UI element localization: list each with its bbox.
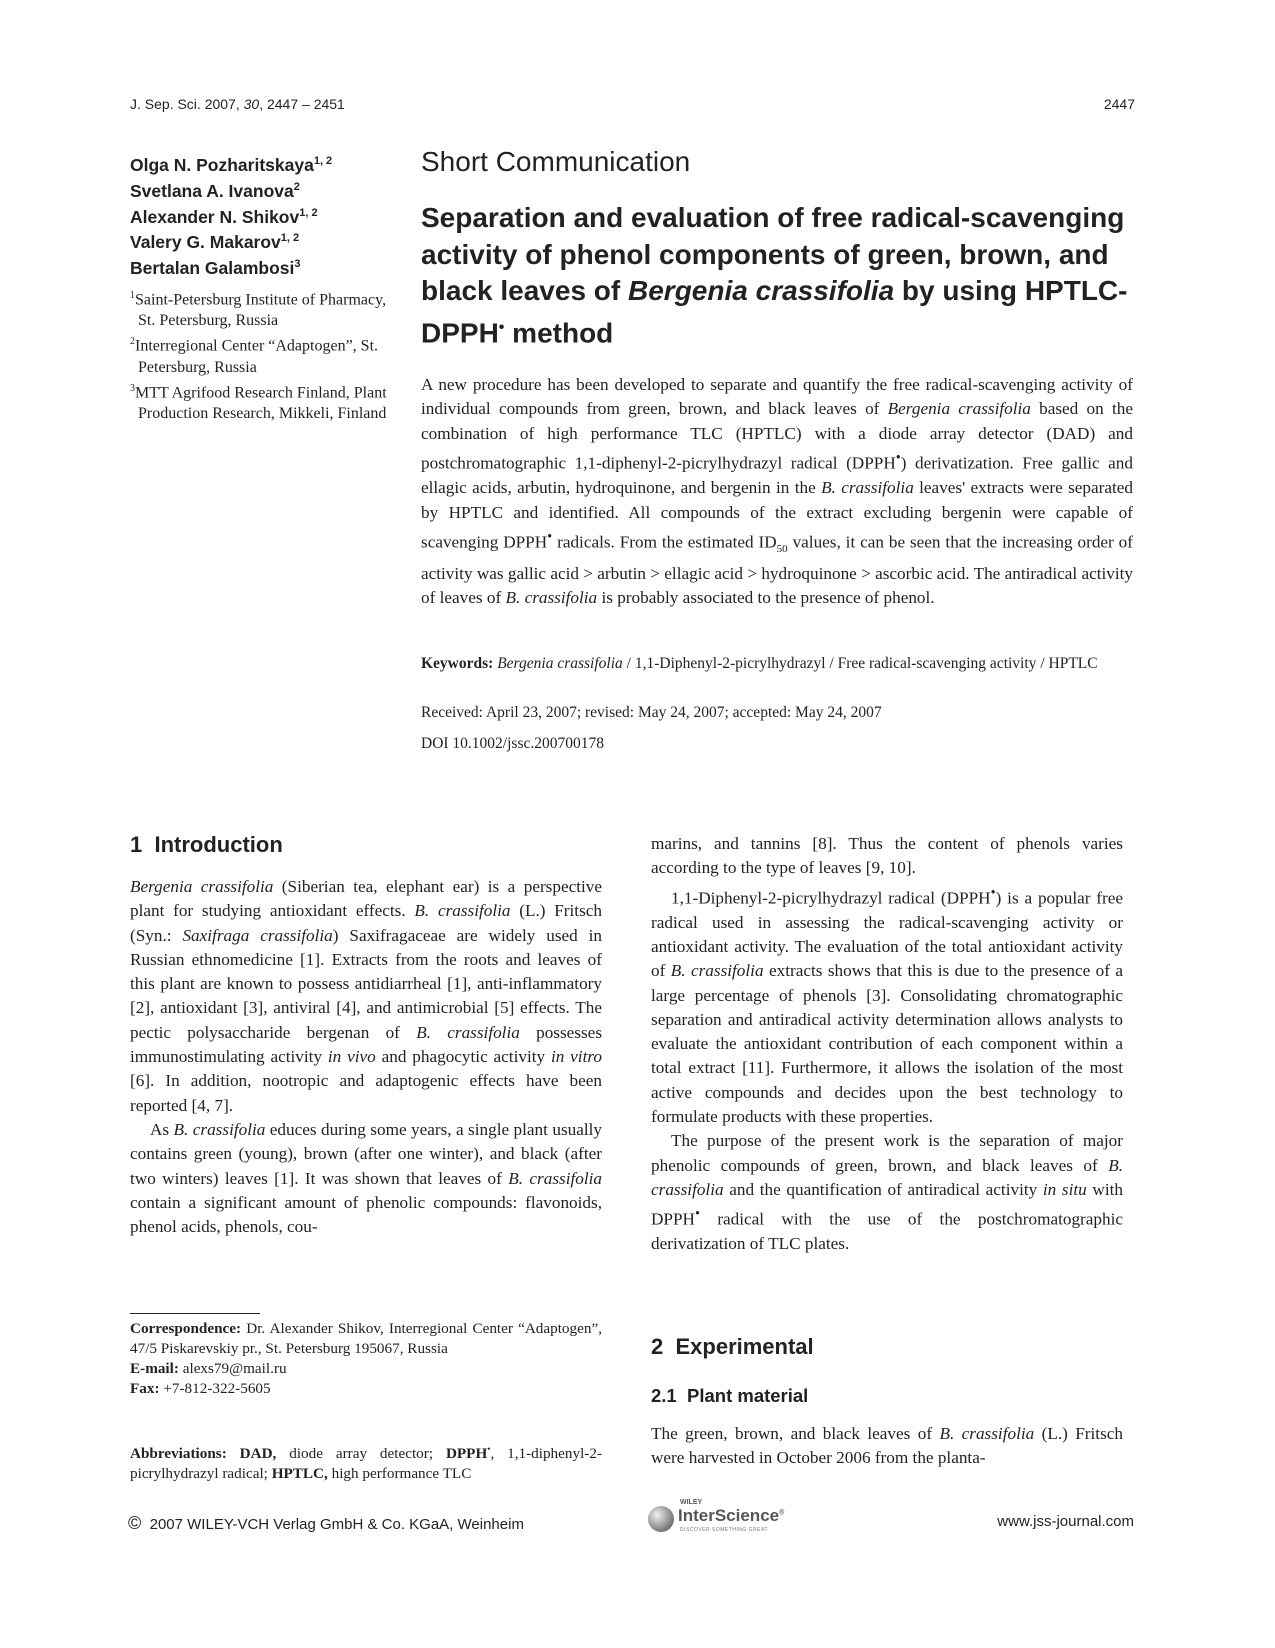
page-number: 2447 xyxy=(1103,96,1135,112)
affiliation: $^2$Interregional Center “Adaptogen”, St. Petersburg, Russia xyxy=(130,336,379,376)
copyright-icon: © xyxy=(128,1513,142,1533)
footnote-rule xyxy=(130,1313,260,1314)
doi: DOI 10.1002/jssc.200700178 xyxy=(421,735,604,752)
intro-left-column xyxy=(130,875,602,1239)
section-heading-experimental: 2 Experimental xyxy=(651,1334,814,1359)
globe-icon xyxy=(648,1506,674,1532)
subsection-heading-plant-material: 2.1 Plant material xyxy=(651,1385,809,1406)
paragraph: As B. crassifolia educes during some years, a single plant usually contains green (young), brown (after one winter), and black (after two winters) leaves [1]. It was shown that leaves of B. crassifolia contain a significant amount of phenolic compounds: flavonoids, phenol acids, phenols, cou- xyxy=(130,1119,602,1237)
keyword: Free radical-scavenging activity xyxy=(837,655,1037,672)
intro-right-column xyxy=(651,832,1123,1257)
author-list xyxy=(130,150,332,279)
running-head xyxy=(130,96,345,112)
received-dates: Received: April 23, 2007; revised: May 24, 2007; accepted: May 24, 2007 xyxy=(421,704,882,721)
journal-website[interactable]: www.jss-journal.com xyxy=(997,1513,1134,1530)
keywords: Keywords: Bergenia crassifolia / 1,1-Diphenyl-2-picrylhydrazyl / Free radical-scavenging activity / HPTLC xyxy=(421,655,1098,672)
affiliation: $^1$Saint-Petersburg Institute of Pharmacy, St. Petersburg, Russia xyxy=(130,290,387,330)
affiliation: $^3$MTT Agrifood Research Finland, Plant Production Research, Mikkeli, Finland xyxy=(130,382,387,422)
abstract: A new procedure has been developed to separate and quantify the free radical-scavenging activity of individual compounds from green, brown, and black leaves of Bergenia crassifolia based on the combination of high performance TLC (HPTLC) with a diode array detector (DAD) and postchromatographic 1,1-diphenyl-2-picrylhydrazyl radical (DPPH•) derivatization. Free gallic and ellagic acids, arbutin, hydroquinone, and bergenin in the B. crassifolia leaves' extracts were separated by HPTLC and identified. All compounds of the extract excluding bergenin were capable of scavenging DPPH• radicals. From the estimated $ID_{50}$ values, it can be seen that the increasing order of activity was gallic acid > arbutin > ellagic acid > hydroquinone > ascorbic acid. The antiradical activity of leaves of B. crassifolia is probably associated to the presence of phenol. xyxy=(421,375,1134,608)
journal-volume: 30 xyxy=(243,96,260,112)
keyword: Bergenia crassifolia xyxy=(497,655,623,672)
article-type: Short Communication xyxy=(421,146,691,177)
copyright-notice: © 2007 WILEY-VCH Verlag GmbH & Co. KGaA, Weinheim xyxy=(128,1513,524,1533)
plant-material-paragraph: The green, brown, and black leaves of B. crassifolia (L.) Fritsch were harvested in October 2006 from the planta- xyxy=(651,1424,1123,1468)
author: Bertalan Galambosi$^3$ xyxy=(130,258,301,279)
abbreviations-note: Abbreviations: DAD, diode array detector; DPPH•, 1,1-diphenyl-2-picrylhydrazyl radical; HPTLC, high performance TLC xyxy=(130,1444,603,1483)
correspondence-note: Correspondence: Dr. Alexander Shikov, Interregional Center “Adaptogen”, 47/5 Piskarevskiy pr., St. Petersburg 195067, Russia E-mail: alexs79@mail.ru Fax: +7-812-322-5605 xyxy=(130,1320,602,1397)
paragraph: Bergenia crassifolia (Siberian tea, elephant ear) is a perspective plant for studying antioxidant effects. B. crassifolia (L.) Fritsch (Syn.: Saxifraga crassifolia) Saxifragaceae are widely used in Russian ethnomedicine [1]. Extracts from the roots and leaves of this plant are known to possess antidiarrheal [1], anti-inflammatory [2], antioxidant [3], antiviral [4], and antimicrobial [5] effects. The pectic polysaccharide bergenan of B. crassifolia possesses immunostimulating activity in vivo and phagocytic activity in vitro [6]. In addition, nootropic and adaptogenic effects have been reported [4, 7]. xyxy=(130,877,603,1115)
section-heading-introduction: 1 Introduction xyxy=(130,832,283,857)
journal-pages: , 2447 – 2451 xyxy=(259,96,345,112)
email-address: alexs79@mail.ru xyxy=(178,1360,287,1377)
paragraph: The purpose of the present work is the separation of major phenolic compounds of green, brown, and black leaves of B. crassifolia and the quantification of antiradical activity in situ with DPPH• radical with the use of the postchromatographic derivatization of TLC plates. xyxy=(651,1131,1123,1254)
author: Alexander N. Shikov$^{1, 2}$ xyxy=(130,206,318,227)
author: Olga N. Pozharitskaya$^{1, 2}$ xyxy=(130,154,333,175)
author: Svetlana A. Ivanova$^2$ xyxy=(130,180,300,201)
paragraph: 1,1-Diphenyl-2-picrylhydrazyl radical (DPPH•) is a popular free radical used in assessing the radical-scavenging activity or antioxidant activity. The evaluation of the total antioxidant activity of B. crassifolia extracts shows that this is due to the presence of a large percentage of phenols [3]. Consolidating chromatographic separation and antiradical activity determination allows analysts to evaluate the antioxidant contribution of each component within a total extract [11]. Furthermore, it allows the isolation of the most active compounds and decides upon the best technology to formulate products with these properties. xyxy=(651,884,1124,1126)
paragraph: marins, and tannins [8]. Thus the content of phenols varies according to the type of leaves [9, 10]. xyxy=(651,834,1123,878)
wiley-interscience-logo: WILEY InterScience® DISCOVER SOMETHING GREAT xyxy=(648,1499,788,1539)
keyword: 1,1-Diphenyl-2-picrylhydrazyl xyxy=(634,655,826,672)
journal-name: J. Sep. Sci. 2007, xyxy=(130,96,244,112)
author: Valery G. Makarov$^{1, 2}$ xyxy=(130,232,300,253)
paper-title: Separation and evaluation of free radical-scavenging activity of phenol components of green, brown, and black leaves of Bergenia crassifolia by using HPTLC-DPPH• method xyxy=(421,202,1128,348)
affiliation-list xyxy=(130,285,390,424)
keyword: HPTLC xyxy=(1048,655,1098,672)
